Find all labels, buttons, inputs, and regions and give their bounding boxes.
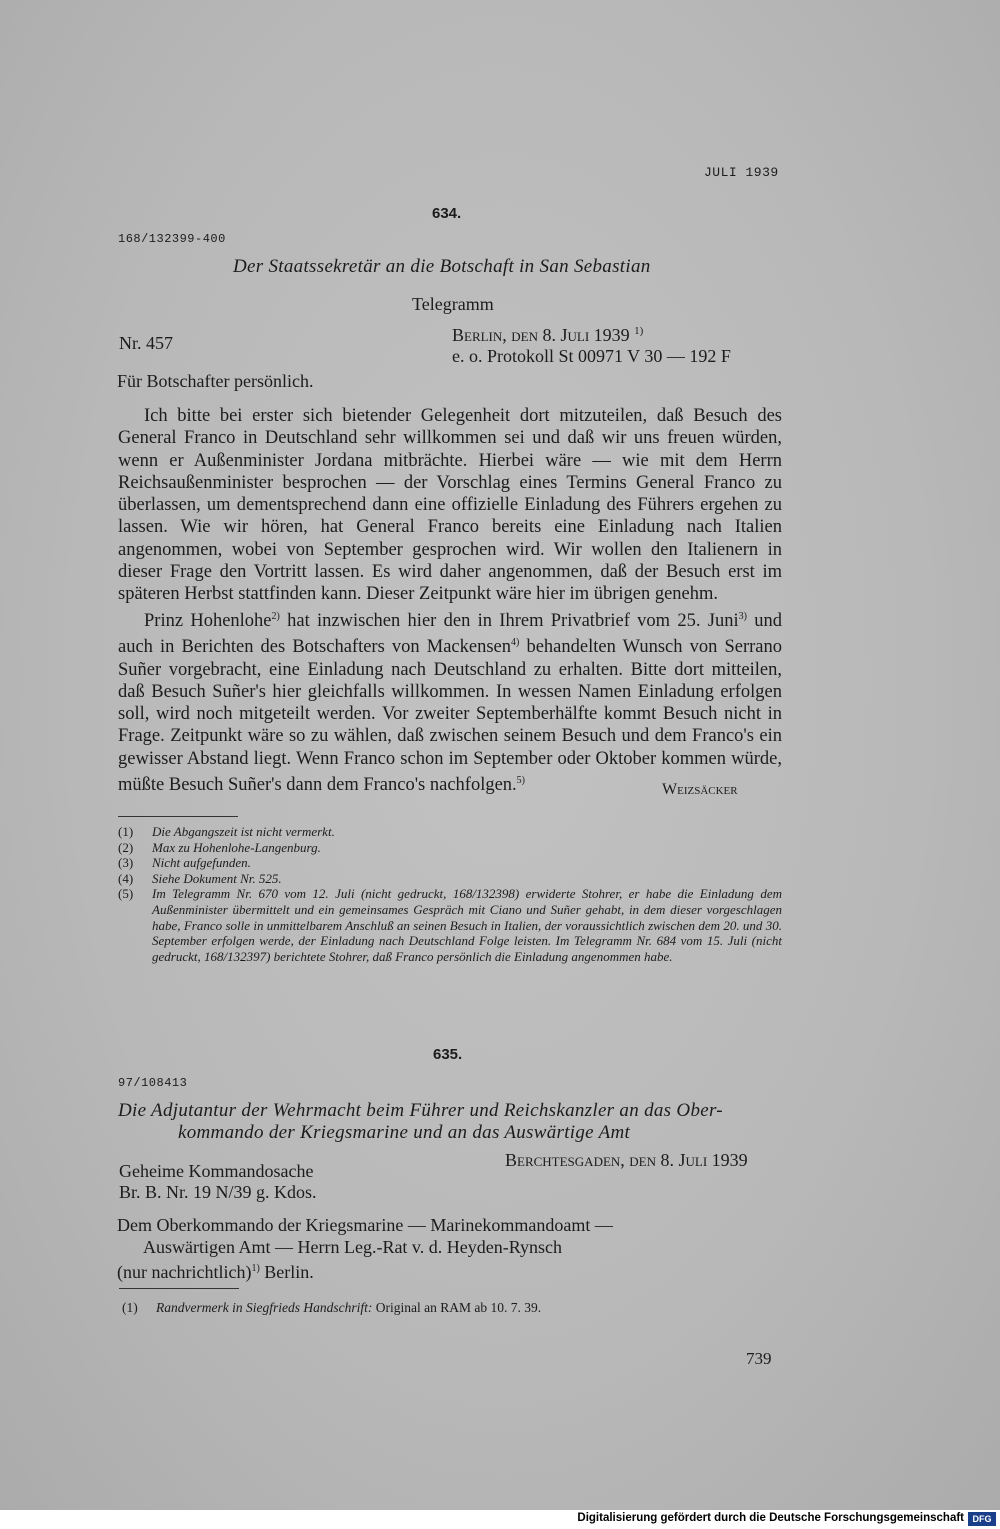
footnote-ref: 3) [738,610,747,622]
place-date [452,325,643,346]
footnote-number: (2) [118,839,134,855]
funding-footer [0,1510,1000,1529]
text-run: hat inzwischen hier den in Ihrem Privatbrief vom 25. Juni [279,610,739,631]
footnote-ref: 4) [511,637,520,649]
footnote-text: Randvermerk in Siegfrieds Handschrift: [156,1300,373,1315]
footnote-text: Nicht aufgefunden. [152,855,251,871]
footnote-text: Siehe Dokument Nr. 525. [152,870,282,886]
footnote-ref: 5) [516,775,526,787]
text-run: Berlin. [259,1262,314,1282]
text-run: Prinz Hohenlohe [144,610,272,631]
footnote-ref: 2) [271,610,280,622]
footnote-number: (3) [118,855,134,871]
file-reference: 168/132399-400 [118,232,226,246]
footnote-number: (5) [118,886,134,902]
footnote-text: Max zu Hohenlohe-Langenburg. [152,839,321,855]
footnote [118,886,782,964]
recipient-line: Auswärtigen Amt — Herrn Leg.-Rat v. d. Heyden-Rynsch [143,1237,563,1257]
protocol-line: e. o. Protokoll St 00971 V 30 — 192 F [452,346,731,366]
recipient-line [117,1258,613,1283]
footnote [118,871,782,887]
document-type: Telegramm [412,294,494,314]
text-run: behandelten Wunsch von Serrano Suñer vorgebracht, eine Einladung nach Deutschland zu erhalten. Bitte dort mitteilen, daß Besuch Suñer's hier gleichfalls willkommen. In wessen Namen Einladung erfolgen soll, wird noch mitgeteilt werden. Vor zweiter Septemberhälfte kommt Besuch nicht in Frage. Zeitpunkt wäre so zu wählen, daß zwischen seinem Besuch und dem Franco's ein gewisser Abstand liegt. Wenn Franco schon im September oder Oktober kommen würde, müßte Besuch Suñer's dann dem Franco's nachfolgen. [118,637,782,796]
footnote-text: Original an RAM ab 10. 7. 39. [372,1300,542,1315]
footnote [118,840,782,856]
footnote-number: (4) [118,870,134,886]
footnote-text: Im Telegramm Nr. 670 vom 12. Juli (nicht gedruckt, 168/132398) erwiderte Stohrer, er habe die Einladung dem Außenminister übermittelt und ein gemeinsames Gespräch mit Ciano und Suñer gehabt, in dem dieser vorgeschlagen habe, Franco solle in unmittelbarem Anschluß an seinen Besuch in Italien, der voraussichtlich zwischen dem 20. und 30. September erfolgen werde, der Einladung nach Deutschland Folge leisten. Im Telegramm Nr. 684 vom 15. Juli (nicht gedruckt, 168/132397) berichtete Stohrer, daß Franco persönlich die Einladung angenommen habe. [152,886,782,964]
footnote-ref: 1) [634,325,644,337]
classification: Geheime Kommandosache [119,1161,314,1181]
recipients [117,1214,613,1283]
document-number: 635. [433,1046,463,1063]
telegram-body [118,405,782,797]
running-head: JULI 1939 [704,165,779,180]
telegram-number: Nr. 457 [119,333,173,353]
footnote-number: (1) [118,824,134,839]
dfg-logo-icon: DFG [968,1512,996,1526]
footnotes [118,824,782,964]
paragraph [118,606,782,797]
reference-number: Br. B. Nr. 19 N/39 g. Kdos. [119,1182,317,1202]
place-date: Berchtesgaden, den 8. Juli 1939 [505,1150,748,1170]
footnote-divider [119,1288,239,1289]
footnote [122,1300,541,1316]
title-line: kommando der Kriegsmarine und an das Auswärtige Amt [178,1122,631,1143]
signature: Weizsäcker [662,781,738,798]
place-date-text: Berlin, den 8. Juli 1939 [452,325,630,345]
text-run: (nur nachrichtlich) [117,1262,252,1282]
footnote-ref: 1) [251,1263,260,1274]
page-number: 739 [746,1349,772,1368]
footnote-text: Die Abgangszeit ist nicht vermerkt. [152,824,335,839]
file-reference: 97/108413 [118,1076,188,1090]
document-number: 634. [432,205,462,222]
title-line: Die Adjutantur der Wehrmacht beim Führer und Reichskanzler an das Ober- [118,1100,723,1121]
footnote [118,855,782,871]
footnote [118,824,782,840]
document-title [118,1100,788,1144]
text-run: und auch in Berichten des Botschafters von Mackensen [118,610,782,658]
recipient-line: Dem Oberkommando der Kriegsmarine — Marinekommandoamt — [117,1215,613,1235]
footnote-number: (1) [122,1300,138,1315]
addressee: Für Botschafter persönlich. [117,371,314,391]
footnote-divider [118,816,238,817]
funding-note: Digitalisierung gefördert durch die Deutsche Forschungsgemeinschaft [577,1512,964,1524]
document-title: Der Staatssekretär an die Botschaft in San Sebastian [233,256,651,277]
paragraph: Ich bitte bei erster sich bietender Gelegenheit dort mitzuteilen, daß Besuch des General Franco in Deutschland sehr willkommen sei und daß wir uns freuen würden, wenn er Außenminister Jordana mitbrächte. Hierbei wäre — wie mit dem Herrn Reichsaußenminister besprochen — der Vorschlag eines Termins General Franco zu überlassen, um dementsprechend dann eine offizielle Einladung des Führers ergehen zu lassen. Wie wir hören, hat General Franco bereits eine Einladung nach Italien angenommen, wobei von September gesprochen wird. Wir wollen den Italienern in dieser Frage den Vortritt lassen. Es wird daher angenommen, daß der Besuch erst im späteren Herbst stattfinden kann. Dieser Zeitpunkt wäre hier im übrigen genehm. [118,406,782,605]
